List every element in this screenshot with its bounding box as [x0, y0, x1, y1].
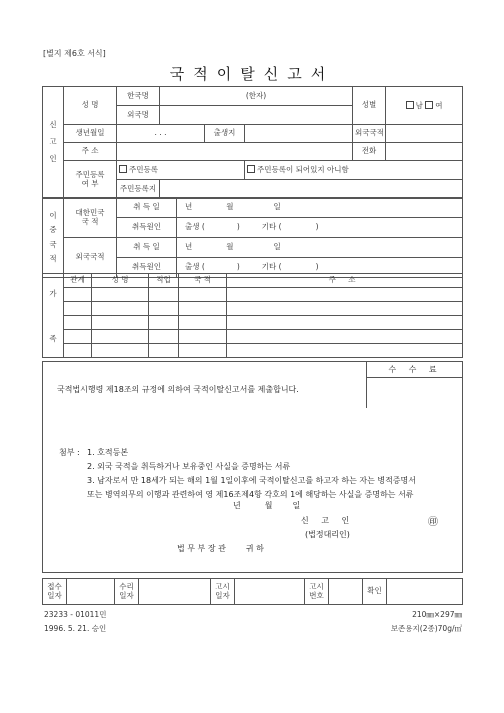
korean-name-field[interactable]: (한자) [160, 87, 353, 106]
kr-acq-reason-label: 취득원인 [117, 218, 177, 238]
footer-size: 210㎜×297㎜ [412, 610, 462, 619]
family-row [43, 316, 463, 330]
resident-reg-yes-checkbox[interactable] [119, 165, 127, 173]
resident-reg-no-checkbox[interactable] [247, 165, 255, 173]
foreign-name-label: 외국명 [117, 106, 160, 125]
family-col-relation: 관계 [64, 274, 92, 288]
receipt-date-label: 접수 일자 [43, 579, 67, 605]
page-title: 국적이탈신고서 [169, 65, 335, 83]
phone-label: 전화 [353, 143, 386, 161]
family-section-label: 가 족 [43, 274, 64, 358]
birthplace-field[interactable] [245, 125, 353, 143]
family-row [43, 288, 463, 302]
declaration-text: 국적법시행령 제18조의 규정에 의하여 국적이탈신고서를 제출합니다. [57, 385, 299, 394]
fr-acq-reason-field[interactable]: 출생 ( ) 기타 ( ) [177, 258, 463, 278]
attachment-item-1: 1. 호적등본 [87, 448, 129, 457]
fr-acq-reason-label: 취득원인 [117, 258, 177, 278]
confirm-label: 확인 [363, 579, 387, 605]
family-col-name: 성 명 [92, 274, 149, 288]
date-line[interactable]: 년 월 일 [233, 501, 301, 510]
fr-acq-date-field[interactable]: 년 월 일 [177, 238, 463, 258]
kr-acq-date-label: 취 득 일 [117, 198, 177, 218]
foreign-nationality-label: 외국국적 [353, 125, 386, 143]
family-row [43, 344, 463, 358]
resident-place-field[interactable] [160, 180, 463, 199]
reporter-table [42, 86, 463, 199]
resident-reg-label: 주민등록 여 부 [64, 161, 117, 199]
notice-number-field[interactable] [329, 579, 363, 605]
seal-mark[interactable]: ㊞ [428, 517, 438, 528]
attachment-item-3: 3. 남자로서 만 18세가 되는 해의 1월 1일이후에 국적이탈신고를 하고자 하는 자는 병적증명서 [87, 476, 416, 485]
signer-label: 신 고 인 [301, 516, 355, 525]
family-col-nationality: 국 적 [179, 274, 227, 288]
family-table [42, 273, 463, 358]
foreign-name-field[interactable] [160, 106, 353, 125]
confirm-field[interactable] [387, 579, 463, 605]
form-number: [별지 제6호 서식] [43, 49, 106, 58]
family-row [43, 330, 463, 344]
korean-name-label: 한국명 [117, 87, 160, 106]
reporter-section-label: 신 고 인 [43, 87, 64, 199]
address-label: 주 소 [64, 143, 117, 161]
accept-date-field[interactable] [139, 579, 211, 605]
resident-place-label: 주민등록지 [117, 180, 160, 199]
footer-approval: 1996. 5. 21. 승인 [44, 624, 107, 633]
male-checkbox[interactable] [406, 101, 414, 109]
name-label: 성 명 [64, 87, 117, 125]
female-checkbox[interactable] [425, 101, 433, 109]
family-col-address: 주 소 [227, 274, 463, 288]
receipt-date-field[interactable] [67, 579, 115, 605]
kr-acq-date-field[interactable]: 년 월 일 [177, 198, 463, 218]
declaration-block [42, 361, 463, 573]
fee-stamp-area[interactable] [366, 378, 463, 408]
legal-rep-label: (법정대리인) [305, 530, 350, 539]
birth-label: 생년월일 [64, 125, 117, 143]
sex-options[interactable]: 남 여 [386, 87, 463, 125]
processing-table [42, 578, 463, 605]
address-field[interactable] [117, 143, 353, 161]
birthplace-label: 출생지 [205, 125, 245, 143]
birth-field[interactable]: . . . [117, 125, 205, 143]
family-row [43, 302, 463, 316]
notice-number-label: 고시 번호 [305, 579, 329, 605]
kr-acq-reason-field[interactable]: 출생 ( ) 기타 ( ) [177, 218, 463, 238]
fr-acq-date-label: 취 득 일 [117, 238, 177, 258]
fee-label: 수 수 료 [366, 362, 463, 378]
family-col-job: 직업 [149, 274, 179, 288]
resident-reg-no-option[interactable]: 주민등록이 되어있지 아니함 [245, 161, 463, 180]
notice-date-field[interactable] [235, 579, 305, 605]
foreign-nat-label: 외국국적 [64, 238, 117, 278]
accept-date-label: 수리 일자 [115, 579, 139, 605]
footer-paper: 보존용지(2종)70g/㎡ [390, 624, 462, 633]
sex-label: 성별 [353, 87, 386, 125]
attachment-item-2: 2. 외국 국적을 취득하거나 보유중인 사실을 증명하는 서류 [87, 462, 291, 471]
dual-section-label: 이 중 국 적 [43, 198, 64, 278]
resident-reg-yes-option[interactable]: 주민등록 [117, 161, 245, 180]
dual-nationality-table [42, 197, 463, 278]
phone-field[interactable] [386, 143, 463, 161]
footer-code: 23233 - 01011민 [44, 610, 107, 619]
notice-date-label: 고시 일자 [211, 579, 235, 605]
korean-nat-label: 대한민국 국 적 [64, 198, 117, 238]
attachment-item-4: 또는 병역의무의 이행과 관련하여 영 제16조제4항 각호의 1에 해당하는 사실을 증명하는 서류 [87, 490, 414, 499]
attachments-label: 첨부 : [59, 448, 80, 457]
addressee: 법 무 부 장 관 귀 하 [177, 544, 264, 553]
foreign-nationality-field[interactable] [386, 125, 463, 143]
